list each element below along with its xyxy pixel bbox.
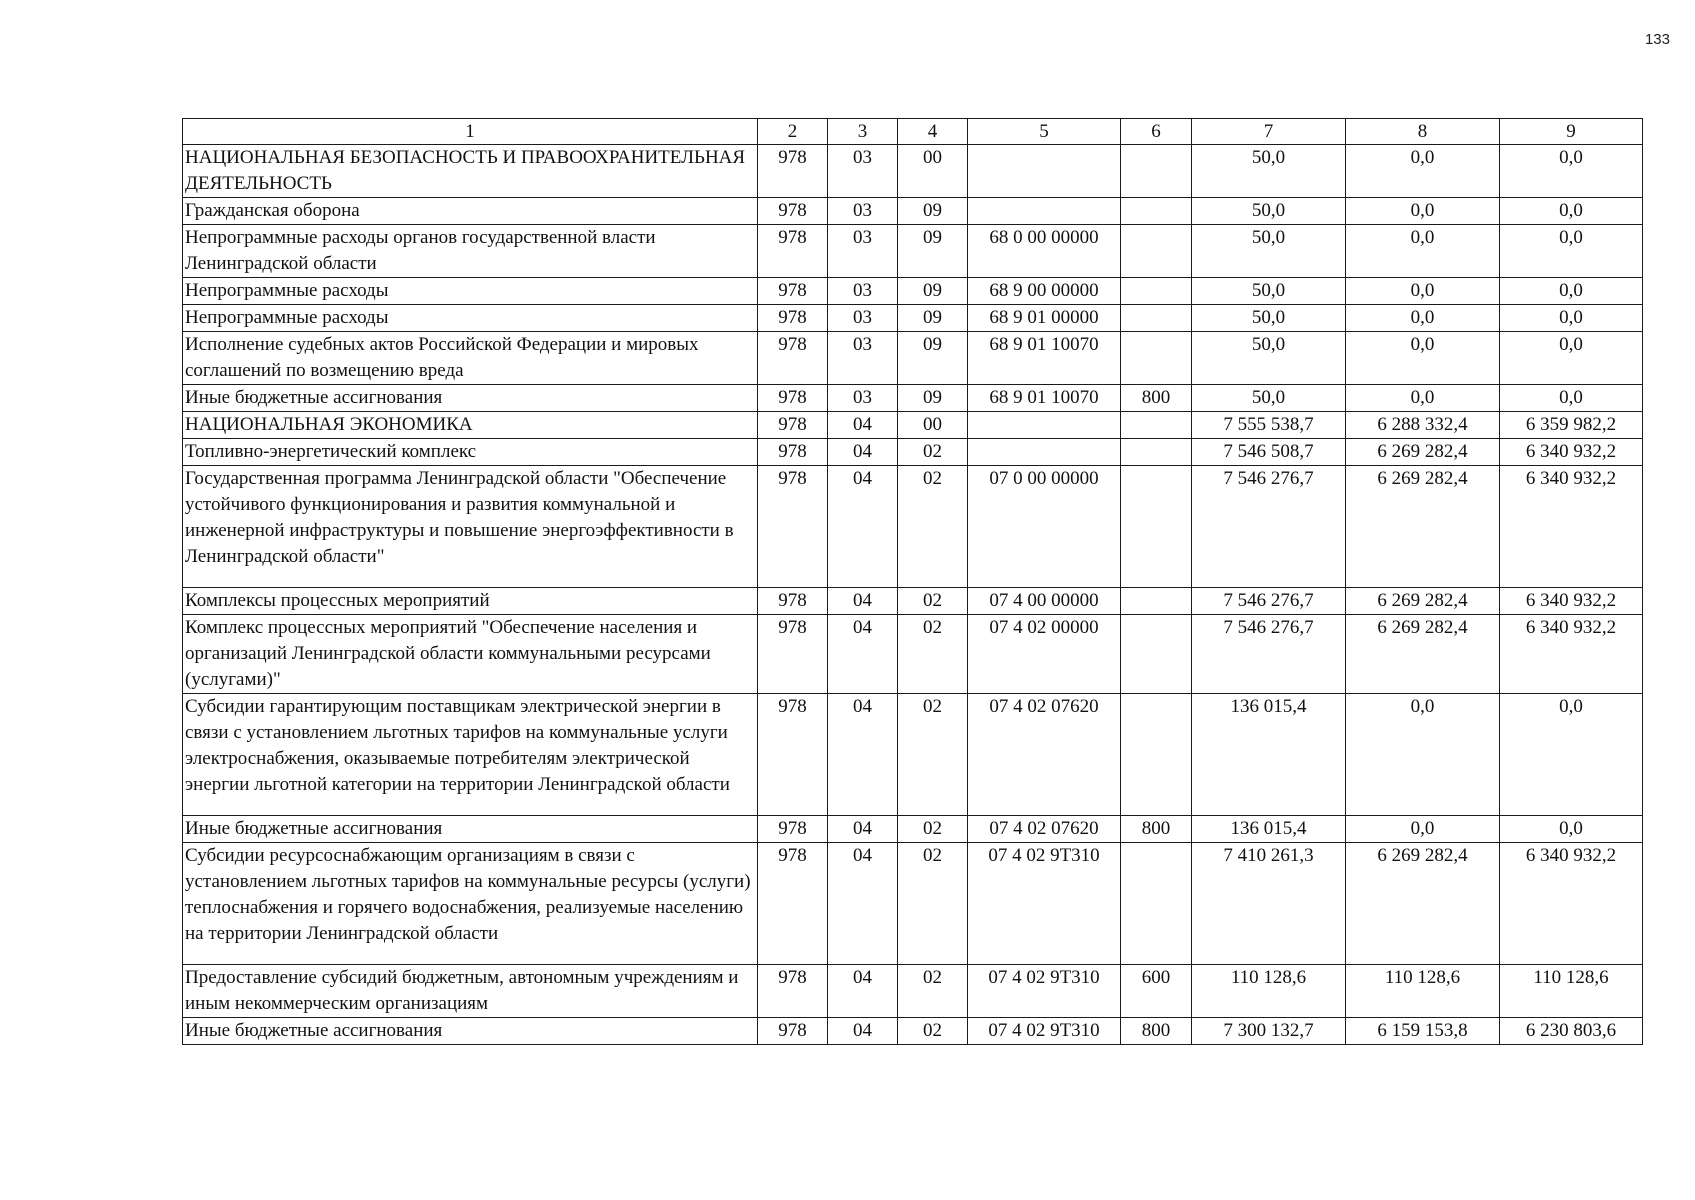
cell-name: Топливно-энергетический комплекс (183, 439, 758, 466)
cell-name: Непрограммные расходы органов государственной власти Ленинградской области (183, 225, 758, 278)
cell-subsection: 02 (898, 816, 968, 843)
cell-name: Субсидии ресурсоснабжающим организациям в связи с установлением льготных тарифов на коммунальные ресурсы (услуги) теплоснабжения и горячего водоснабжения, реализуемые населению на территории Ленинградской области (183, 843, 758, 965)
cell-target (968, 412, 1121, 439)
cell-amount-year3: 6 230 803,6 (1500, 1018, 1643, 1045)
cell-expense-type (1121, 225, 1192, 278)
header-row (183, 119, 1643, 145)
cell-amount-year1: 7 546 508,7 (1192, 439, 1346, 466)
cell-amount-year2: 110 128,6 (1346, 965, 1500, 1018)
cell-ministry: 978 (758, 466, 828, 588)
cell-section: 04 (828, 412, 898, 439)
table-row (183, 816, 1643, 843)
cell-amount-year2: 0,0 (1346, 198, 1500, 225)
cell-subsection: 02 (898, 694, 968, 816)
table-row (183, 145, 1643, 198)
table-row (183, 1018, 1643, 1045)
cell-ministry: 978 (758, 225, 828, 278)
cell-ministry: 978 (758, 145, 828, 198)
cell-expense-type (1121, 145, 1192, 198)
header-cell-1: 1 (183, 119, 758, 145)
cell-ministry: 978 (758, 588, 828, 615)
cell-name: Комплекс процессных мероприятий "Обеспечение населения и организаций Ленинградской области коммунальными ресурсами (услугами)" (183, 615, 758, 694)
cell-name: Комплексы процессных мероприятий (183, 588, 758, 615)
cell-amount-year2: 6 288 332,4 (1346, 412, 1500, 439)
cell-amount-year3: 6 340 932,2 (1500, 843, 1643, 965)
header-cell-9: 9 (1500, 119, 1643, 145)
cell-amount-year3: 0,0 (1500, 332, 1643, 385)
table-row (183, 843, 1643, 965)
cell-section: 03 (828, 145, 898, 198)
cell-subsection: 09 (898, 332, 968, 385)
cell-expense-type (1121, 332, 1192, 385)
header-cell-5: 5 (968, 119, 1121, 145)
cell-section: 04 (828, 965, 898, 1018)
cell-target: 68 9 01 10070 (968, 332, 1121, 385)
cell-amount-year2: 0,0 (1346, 385, 1500, 412)
cell-name: Субсидии гарантирующим поставщикам электрической энергии в связи с установлением льготных тарифов на коммунальные услуги электроснабжения, оказываемые потребителям электрической энергии льготной категории на территории Ленинградской области (183, 694, 758, 816)
cell-section: 04 (828, 816, 898, 843)
cell-target: 07 4 02 00000 (968, 615, 1121, 694)
table-row (183, 198, 1643, 225)
cell-section: 03 (828, 385, 898, 412)
cell-ministry: 978 (758, 198, 828, 225)
cell-amount-year1: 50,0 (1192, 198, 1346, 225)
cell-expense-type (1121, 305, 1192, 332)
cell-name: Предоставление субсидий бюджетным, автономным учреждениям и иным некоммерческим организациям (183, 965, 758, 1018)
header-cell-3: 3 (828, 119, 898, 145)
cell-subsection: 02 (898, 615, 968, 694)
cell-amount-year3: 0,0 (1500, 225, 1643, 278)
cell-ministry: 978 (758, 816, 828, 843)
cell-ministry: 978 (758, 615, 828, 694)
cell-subsection: 09 (898, 305, 968, 332)
cell-amount-year3: 0,0 (1500, 278, 1643, 305)
cell-section: 03 (828, 225, 898, 278)
cell-amount-year1: 110 128,6 (1192, 965, 1346, 1018)
header-cell-7: 7 (1192, 119, 1346, 145)
cell-amount-year1: 50,0 (1192, 225, 1346, 278)
cell-expense-type (1121, 615, 1192, 694)
cell-ministry: 978 (758, 1018, 828, 1045)
cell-amount-year1: 7 410 261,3 (1192, 843, 1346, 965)
cell-ministry: 978 (758, 412, 828, 439)
cell-target: 68 9 01 00000 (968, 305, 1121, 332)
cell-amount-year3: 6 359 982,2 (1500, 412, 1643, 439)
table-row (183, 385, 1643, 412)
table-row (183, 615, 1643, 694)
cell-amount-year1: 7 300 132,7 (1192, 1018, 1346, 1045)
cell-amount-year1: 50,0 (1192, 305, 1346, 332)
cell-target: 07 4 02 07620 (968, 694, 1121, 816)
cell-name: Исполнение судебных актов Российской Федерации и мировых соглашений по возмещению вреда (183, 332, 758, 385)
cell-section: 03 (828, 198, 898, 225)
cell-subsection: 09 (898, 225, 968, 278)
cell-expense-type (1121, 588, 1192, 615)
page-number: 133 (1644, 31, 1670, 48)
cell-expense-type (1121, 198, 1192, 225)
cell-name: Иные бюджетные ассигнования (183, 385, 758, 412)
cell-amount-year3: 0,0 (1500, 145, 1643, 198)
cell-target (968, 439, 1121, 466)
cell-section: 04 (828, 466, 898, 588)
cell-amount-year1: 7 555 538,7 (1192, 412, 1346, 439)
header-cell-4: 4 (898, 119, 968, 145)
cell-amount-year1: 50,0 (1192, 332, 1346, 385)
cell-subsection: 09 (898, 278, 968, 305)
header-cell-8: 8 (1346, 119, 1500, 145)
table-body (183, 119, 1643, 1045)
cell-expense-type: 800 (1121, 816, 1192, 843)
cell-amount-year1: 7 546 276,7 (1192, 588, 1346, 615)
table-row (183, 332, 1643, 385)
cell-amount-year2: 6 269 282,4 (1346, 588, 1500, 615)
cell-amount-year3: 0,0 (1500, 385, 1643, 412)
cell-subsection: 02 (898, 588, 968, 615)
cell-ministry: 978 (758, 278, 828, 305)
cell-target (968, 198, 1121, 225)
cell-ministry: 978 (758, 843, 828, 965)
cell-amount-year3: 110 128,6 (1500, 965, 1643, 1018)
cell-amount-year1: 50,0 (1192, 278, 1346, 305)
table-row (183, 225, 1643, 278)
cell-section: 04 (828, 843, 898, 965)
cell-amount-year2: 0,0 (1346, 278, 1500, 305)
cell-expense-type (1121, 694, 1192, 816)
cell-amount-year3: 6 340 932,2 (1500, 615, 1643, 694)
cell-expense-type (1121, 412, 1192, 439)
cell-section: 03 (828, 332, 898, 385)
cell-name: Государственная программа Ленинградской области "Обеспечение устойчивого функционирования и развития коммунальной и инженерной инфраструктуры и повышение энергоэффективности в Ленинградской области" (183, 466, 758, 588)
cell-target: 07 4 02 9Т310 (968, 965, 1121, 1018)
cell-name: НАЦИОНАЛЬНАЯ БЕЗОПАСНОСТЬ И ПРАВООХРАНИТЕЛЬНАЯ ДЕЯТЕЛЬНОСТЬ (183, 145, 758, 198)
cell-section: 04 (828, 694, 898, 816)
cell-amount-year2: 6 269 282,4 (1346, 615, 1500, 694)
cell-subsection: 02 (898, 965, 968, 1018)
cell-target (968, 145, 1121, 198)
cell-subsection: 02 (898, 843, 968, 965)
cell-ministry: 978 (758, 439, 828, 466)
cell-name: Иные бюджетные ассигнования (183, 1018, 758, 1045)
cell-target: 68 0 00 00000 (968, 225, 1121, 278)
cell-amount-year2: 6 269 282,4 (1346, 466, 1500, 588)
cell-target: 68 9 00 00000 (968, 278, 1121, 305)
cell-amount-year2: 6 269 282,4 (1346, 439, 1500, 466)
cell-amount-year2: 0,0 (1346, 694, 1500, 816)
table-row (183, 965, 1643, 1018)
cell-section: 04 (828, 588, 898, 615)
cell-amount-year3: 6 340 932,2 (1500, 466, 1643, 588)
cell-subsection: 09 (898, 198, 968, 225)
cell-expense-type (1121, 843, 1192, 965)
cell-name: Непрограммные расходы (183, 305, 758, 332)
cell-amount-year3: 6 340 932,2 (1500, 439, 1643, 466)
cell-amount-year3: 0,0 (1500, 305, 1643, 332)
cell-section: 03 (828, 278, 898, 305)
cell-ministry: 978 (758, 965, 828, 1018)
cell-ministry: 978 (758, 385, 828, 412)
cell-subsection: 00 (898, 412, 968, 439)
cell-amount-year2: 0,0 (1346, 332, 1500, 385)
cell-amount-year2: 0,0 (1346, 225, 1500, 278)
cell-amount-year2: 6 269 282,4 (1346, 843, 1500, 965)
cell-target: 07 4 02 07620 (968, 816, 1121, 843)
cell-amount-year3: 6 340 932,2 (1500, 588, 1643, 615)
cell-subsection: 02 (898, 439, 968, 466)
cell-amount-year3: 0,0 (1500, 816, 1643, 843)
cell-name: НАЦИОНАЛЬНАЯ ЭКОНОМИКА (183, 412, 758, 439)
header-cell-6: 6 (1121, 119, 1192, 145)
cell-target: 07 0 00 00000 (968, 466, 1121, 588)
table-row (183, 305, 1643, 332)
cell-amount-year2: 6 159 153,8 (1346, 1018, 1500, 1045)
cell-amount-year2: 0,0 (1346, 816, 1500, 843)
cell-section: 04 (828, 615, 898, 694)
table-row (183, 466, 1643, 588)
header-cell-2: 2 (758, 119, 828, 145)
cell-section: 04 (828, 439, 898, 466)
cell-amount-year1: 136 015,4 (1192, 816, 1346, 843)
cell-subsection: 02 (898, 1018, 968, 1045)
cell-amount-year1: 7 546 276,7 (1192, 615, 1346, 694)
table-row (183, 588, 1643, 615)
table-row (183, 439, 1643, 466)
cell-expense-type: 800 (1121, 1018, 1192, 1045)
cell-expense-type (1121, 439, 1192, 466)
cell-ministry: 978 (758, 332, 828, 385)
cell-target: 07 4 02 9Т310 (968, 843, 1121, 965)
cell-section: 03 (828, 305, 898, 332)
budget-table (182, 118, 1643, 1045)
cell-section: 04 (828, 1018, 898, 1045)
cell-ministry: 978 (758, 694, 828, 816)
cell-amount-year1: 136 015,4 (1192, 694, 1346, 816)
cell-name: Гражданская оборона (183, 198, 758, 225)
cell-name: Непрограммные расходы (183, 278, 758, 305)
cell-ministry: 978 (758, 305, 828, 332)
table-row (183, 412, 1643, 439)
table-row (183, 278, 1643, 305)
cell-amount-year3: 0,0 (1500, 198, 1643, 225)
cell-expense-type: 800 (1121, 385, 1192, 412)
cell-name: Иные бюджетные ассигнования (183, 816, 758, 843)
cell-target: 07 4 02 9Т310 (968, 1018, 1121, 1045)
cell-target: 07 4 00 00000 (968, 588, 1121, 615)
cell-amount-year1: 50,0 (1192, 385, 1346, 412)
cell-expense-type (1121, 466, 1192, 588)
cell-target: 68 9 01 10070 (968, 385, 1121, 412)
cell-amount-year1: 7 546 276,7 (1192, 466, 1346, 588)
cell-amount-year1: 50,0 (1192, 145, 1346, 198)
table-row (183, 694, 1643, 816)
cell-amount-year3: 0,0 (1500, 694, 1643, 816)
cell-subsection: 00 (898, 145, 968, 198)
cell-subsection: 09 (898, 385, 968, 412)
cell-expense-type (1121, 278, 1192, 305)
cell-amount-year2: 0,0 (1346, 305, 1500, 332)
cell-subsection: 02 (898, 466, 968, 588)
cell-amount-year2: 0,0 (1346, 145, 1500, 198)
cell-expense-type: 600 (1121, 965, 1192, 1018)
